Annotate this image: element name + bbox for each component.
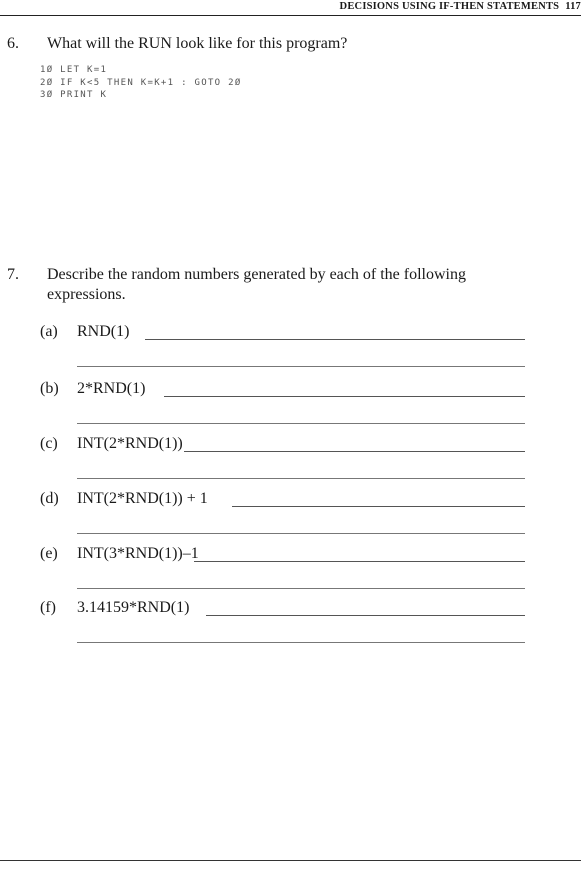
item-expression: 3.14159*RND(1) (77, 599, 190, 616)
item-label: (f) (40, 599, 56, 616)
item-label: (d) (40, 490, 59, 507)
answer-item-b (40, 379, 530, 429)
code-listing (40, 64, 242, 102)
question-6-text: What will the RUN look like for this program? (47, 35, 348, 52)
item-label: (a) (40, 323, 58, 340)
answer-item-c (40, 434, 530, 484)
question-6 (7, 34, 547, 54)
item-expression: INT(2*RND(1)) (77, 435, 183, 452)
item-expression: INT(3*RND(1))–1 (77, 545, 199, 562)
answer-line[interactable] (184, 451, 525, 452)
footer-rule (0, 860, 581, 861)
answer-item-d (40, 489, 530, 539)
answer-line[interactable] (232, 506, 525, 507)
question-7-text-line2: expressions. (47, 286, 126, 303)
answer-line[interactable] (77, 423, 525, 424)
item-expression: 2*RND(1) (77, 380, 146, 397)
question-7-text-line1: Describe the random numbers generated by each of the following (47, 266, 466, 283)
item-expression: INT(2*RND(1)) + 1 (77, 490, 208, 507)
question-6-number: 6. (7, 35, 19, 52)
answer-item-e (40, 544, 530, 594)
item-label: (b) (40, 380, 59, 397)
answer-line[interactable] (145, 339, 525, 340)
answer-line[interactable] (77, 588, 525, 589)
answer-line[interactable] (77, 642, 525, 643)
answer-line[interactable] (77, 366, 525, 367)
code-line: 1Ø LET K=1 (40, 65, 108, 75)
answer-line[interactable] (77, 478, 525, 479)
item-label: (c) (40, 435, 58, 452)
code-line: 3Ø PRINT K (40, 90, 108, 100)
question-7 (7, 265, 547, 309)
answer-line[interactable] (206, 615, 525, 616)
answer-item-f (40, 598, 530, 648)
running-header (0, 0, 581, 16)
answer-line[interactable] (164, 396, 525, 397)
item-expression: RND(1) (77, 323, 130, 340)
page-number: 117 (565, 1, 581, 12)
answer-line[interactable] (194, 561, 525, 562)
code-line: 2Ø IF K<5 THEN K=K+1 : GOTO 2Ø (40, 77, 242, 88)
question-7-number: 7. (7, 266, 19, 283)
item-label: (e) (40, 545, 58, 562)
answer-line[interactable] (77, 533, 525, 534)
answer-item-a (40, 322, 530, 372)
header-title: DECISIONS USING IF-THEN STATEMENTS (339, 1, 560, 12)
header-text (340, 1, 581, 12)
